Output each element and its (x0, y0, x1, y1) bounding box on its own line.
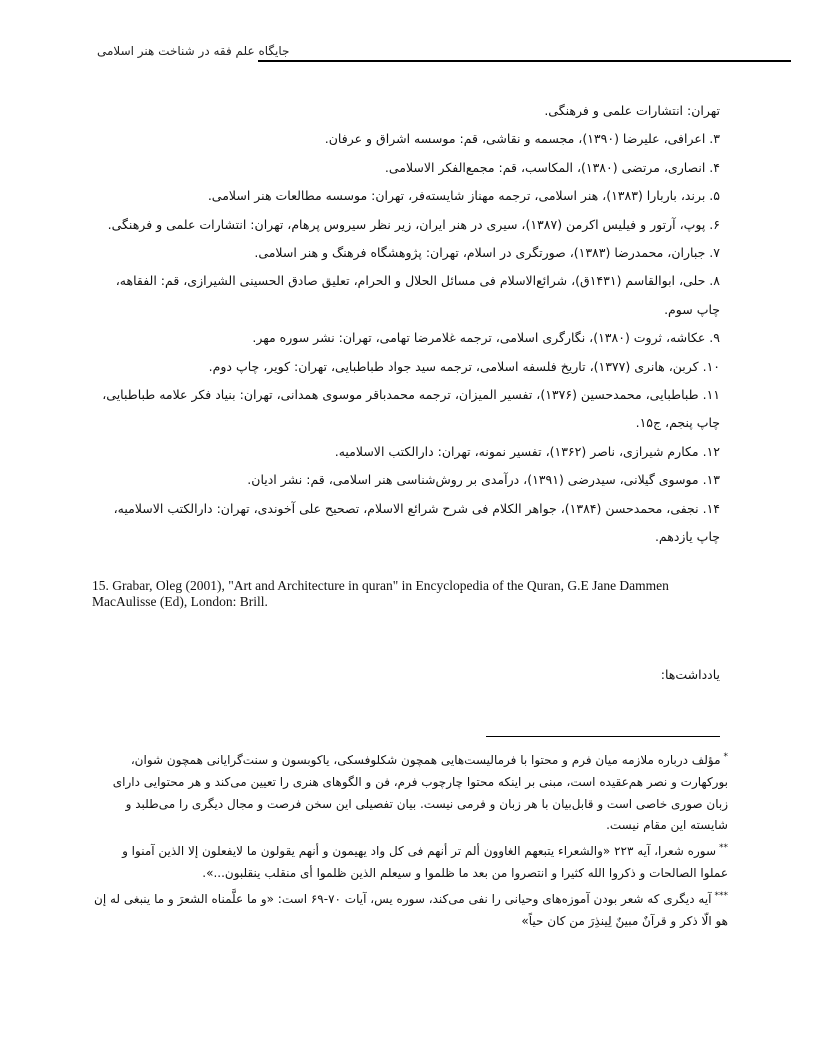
footnote-item (92, 747, 728, 837)
reference-item: تهران: انتشارات علمی و فرهنگی. (544, 103, 720, 118)
reference-item: ۱۰. کربن، هانری (۱۳۷۷)، تاریخ فلسفه اسلامی، ترجمه سید جواد طباطبایی، تهران: کویر، چاپ دوم. (208, 358, 720, 374)
reference-list (92, 97, 720, 552)
footnote-item (92, 838, 728, 885)
reference-item: ۱۲. مکارم شیرازی، ناصر (۱۳۶۲)، تفسیر نمونه، تهران: دارالکتب الاسلامیه. (334, 443, 720, 459)
footnote-separator (486, 736, 720, 737)
reference-item: ۵. برند، باربارا (۱۳۸۳)، هنر اسلامی، ترجمه مهناز شایسته‌فر، تهران: موسسه مطالعات هنر اسلامی. (207, 188, 720, 204)
reference-item-latin: 15. Grabar, Oleg (2001), "Art and Architecture in quran" in Encyclopedia of the Quran, G.E Jane Dammen MacAulisse (Ed), London: Brill. (92, 578, 669, 609)
notes-heading: یادداشت‌ها: (660, 667, 720, 682)
reference-item: ۱۳. موسوی گیلانی، سیدرضی (۱۳۹۱)، درآمدی بر روش‌شناسی هنر اسلامی، قم: نشر ادیان. (247, 472, 720, 488)
footnote-mark: ** (719, 843, 728, 854)
header-rule (258, 60, 791, 62)
running-header-title: جایگاه علم فقه در شناخت هنر اسلامی (97, 44, 290, 58)
reference-item: ۹. عکاشه، ثروت (۱۳۸۰)، نگارگری اسلامی، ترجمه غلامرضا تهامی، تهران: نشر سوره مهر. (252, 330, 720, 346)
footnotes (92, 747, 728, 933)
footnote-text: مؤلف درباره ملازمه میان فرم و محتوا با فرمالیست‌هایی همچون شکلوفسکی، یاکوبسون و سنت‌گرایانی همچون شوان، بورکهارت و نصر هم‌عقیده است، مبنی بر اینکه محتوا چارچوب فرم، فن و الگوهای هنری را تعیین می‌کند و هر محتوایی دارای زبان صوری خاصی است و قابل‌بیان با هر زبان و فرمی نیست. بیان تفصیلی این سخن فرصت و مجال دیگری را می‌طلبد و شایسته این مقام نیست. (112, 753, 728, 833)
reference-item: ۸. حلی، ابوالقاسم (۱۴۳۱ق)، شرائع‌الاسلام فی مسائل الحلال و الحرام، تعلیق صادق الحسینی الشیرازی، قم: الفقاهه، چاپ سوم. (115, 273, 720, 317)
reference-item: ۱۱. طباطبایی، محمدحسین (۱۳۷۶)، تفسیر المیزان، ترجمه محمدباقر موسوی همدانی، تهران: بنیاد فکر علامه طباطبایی، چاپ پنجم، ج۱۵. (102, 387, 720, 431)
reference-item: ۴. انصاری، مرتضی (۱۳۸۰)، المکاسب، قم: مجمع‌الفکر الاسلامی. (384, 159, 720, 175)
footnote-text: سوره شعرا، آیه ۲۲۳ «والشعراء یتبعهم الغاوون ألم تر أنهم فی کل واد یهیمون و أنهم یقولون ما لایفعلون إلا الذین آمنوا و عملوا الصالحات و ذکروا الله کثیرا و انتصروا من بعد ما ظلموا و سیعلم الذین ظلموا أی منقلب ینقلبون...». (122, 844, 728, 880)
footnote-text: آیه دیگری که شعر بودن آموزه‌های وحیانی را نفی می‌کند، سوره یس، آیات ۷۰-۶۹ است: «و ما علَّمناه الشعرَ و ما ینبغی له إن هو الّا ذکر و قرآنٌ مبینٌ لِینذِرَ من کان حیاً» (94, 891, 728, 928)
footnote-mark: * (723, 752, 728, 762)
reference-item: ۱۴. نجفی، محمدحسن (۱۳۸۴)، جواهر الکلام فی شرح شرائع الاسلام، تصحیح علی آخوندی، تهران: دارالکتب الاسلامیه، چاپ یازدهم. (113, 500, 720, 545)
footnote-item (92, 886, 728, 933)
reference-item: ۷. جباران، محمدرضا (۱۳۸۳)، صورتگری در اسلام، تهران: پژوهشگاه فرهنگ و هنر اسلامی. (254, 245, 720, 261)
reference-item: ۳. اعرافی، علیرضا (۱۳۹۰)، مجسمه و نقاشی، قم: موسسه اشراق و عرفان. (324, 131, 720, 147)
footnote-mark: *** (714, 890, 728, 901)
reference-item: ۶. پوپ، آرتور و فیلیس اکرمن (۱۳۸۷)، سیری در هنر ایران، زیر نظر سیروس پرهام، تهران: انتشارات علمی و فرهنگی. (107, 216, 720, 232)
